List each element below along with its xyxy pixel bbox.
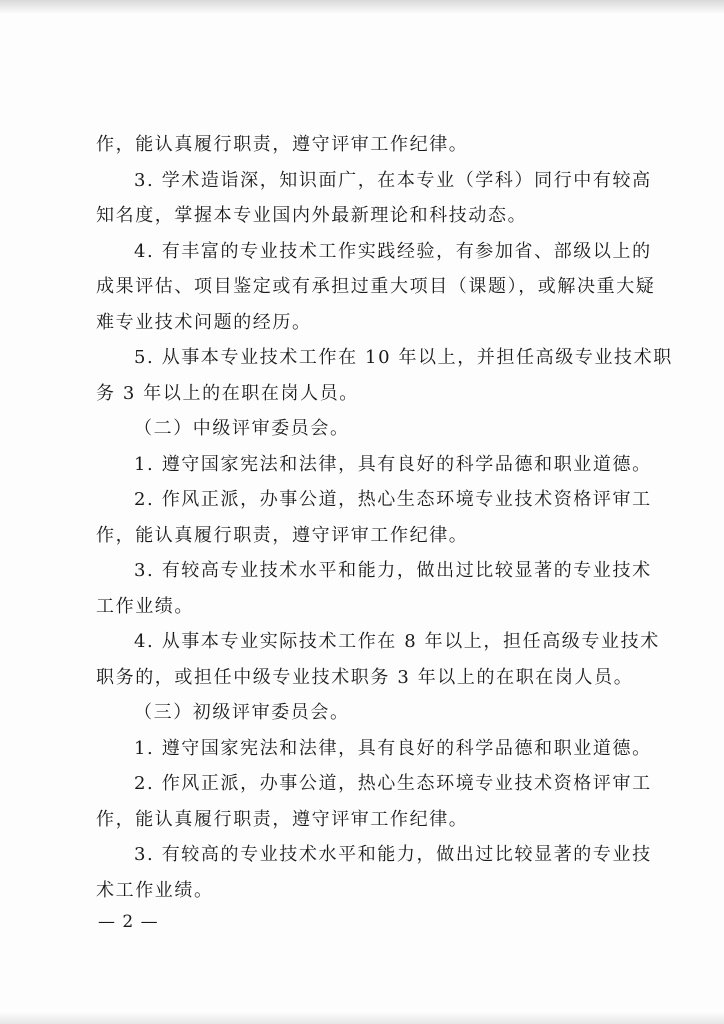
paragraph-line: 1. 遵守国家宪法和法律，具有良好的科学品德和职业道德。 <box>134 737 652 759</box>
scan-shadow-bottom <box>0 1012 724 1024</box>
paragraph-line: 1. 遵守国家宪法和法律，具有良好的科学品德和职业道德。 <box>134 453 652 475</box>
paragraph-line: 作，能认真履行职责，遵守评审工作纪律。 <box>96 808 469 830</box>
section-heading: （三）初级评审委员会。 <box>134 702 350 723</box>
paragraph-line: 知名度，掌握本专业国内外最新理论和科技动态。 <box>96 205 528 226</box>
scan-shadow-top <box>0 0 724 14</box>
paragraph-line: 4. 有丰富的专业技术工作实践经验，有参加省、部级以上的 <box>134 240 652 262</box>
paragraph-line: 作，能认真履行职责，遵守评审工作纪律。 <box>96 524 469 546</box>
document-body <box>96 127 673 908</box>
paragraph-line: 3. 学术造诣深，知识面广，在本专业（学科）同行中有较高 <box>134 169 652 191</box>
page-number: — 2 — <box>98 912 159 932</box>
paragraph-line: 作，能认真履行职责，遵守评审工作纪律。 <box>96 134 469 155</box>
paragraph-line: 工作业绩。 <box>96 595 194 617</box>
paragraph-line: 3. 有较高专业技术水平和能力，做出过比较显著的专业技术 <box>134 560 652 581</box>
paragraph-line: 务 3 年以上的在职在岗人员。 <box>96 382 359 404</box>
section-heading: （二）中级评审委员会。 <box>134 418 350 439</box>
paragraph-line: 难专业技术问题的经历。 <box>96 311 312 333</box>
paragraph-line: 术工作业绩。 <box>96 879 214 901</box>
paragraph-line: 职务的，或担任中级专业技术职务 3 年以上的在职在岗人员。 <box>96 666 634 688</box>
paragraph-line: 成果评估、项目鉴定或有承担过重大项目（课题），或解决重大疑 <box>96 276 656 297</box>
paragraph-line: 5. 从事本专业技术工作在 10 年以上，并担任高级专业技术职 <box>134 347 673 368</box>
paragraph-line: 2. 作风正派，办事公道，热心生态环境专业技术资格评审工 <box>134 773 652 794</box>
paragraph-line: 4. 从事本专业实际技术工作在 8 年以上，担任高级专业技术 <box>134 631 660 652</box>
paragraph-line: 3. 有较高的专业技术水平和能力，做出过比较显著的专业技 <box>134 844 652 865</box>
paragraph-line: 2. 作风正派，办事公道，热心生态环境专业技术资格评审工 <box>134 489 652 510</box>
